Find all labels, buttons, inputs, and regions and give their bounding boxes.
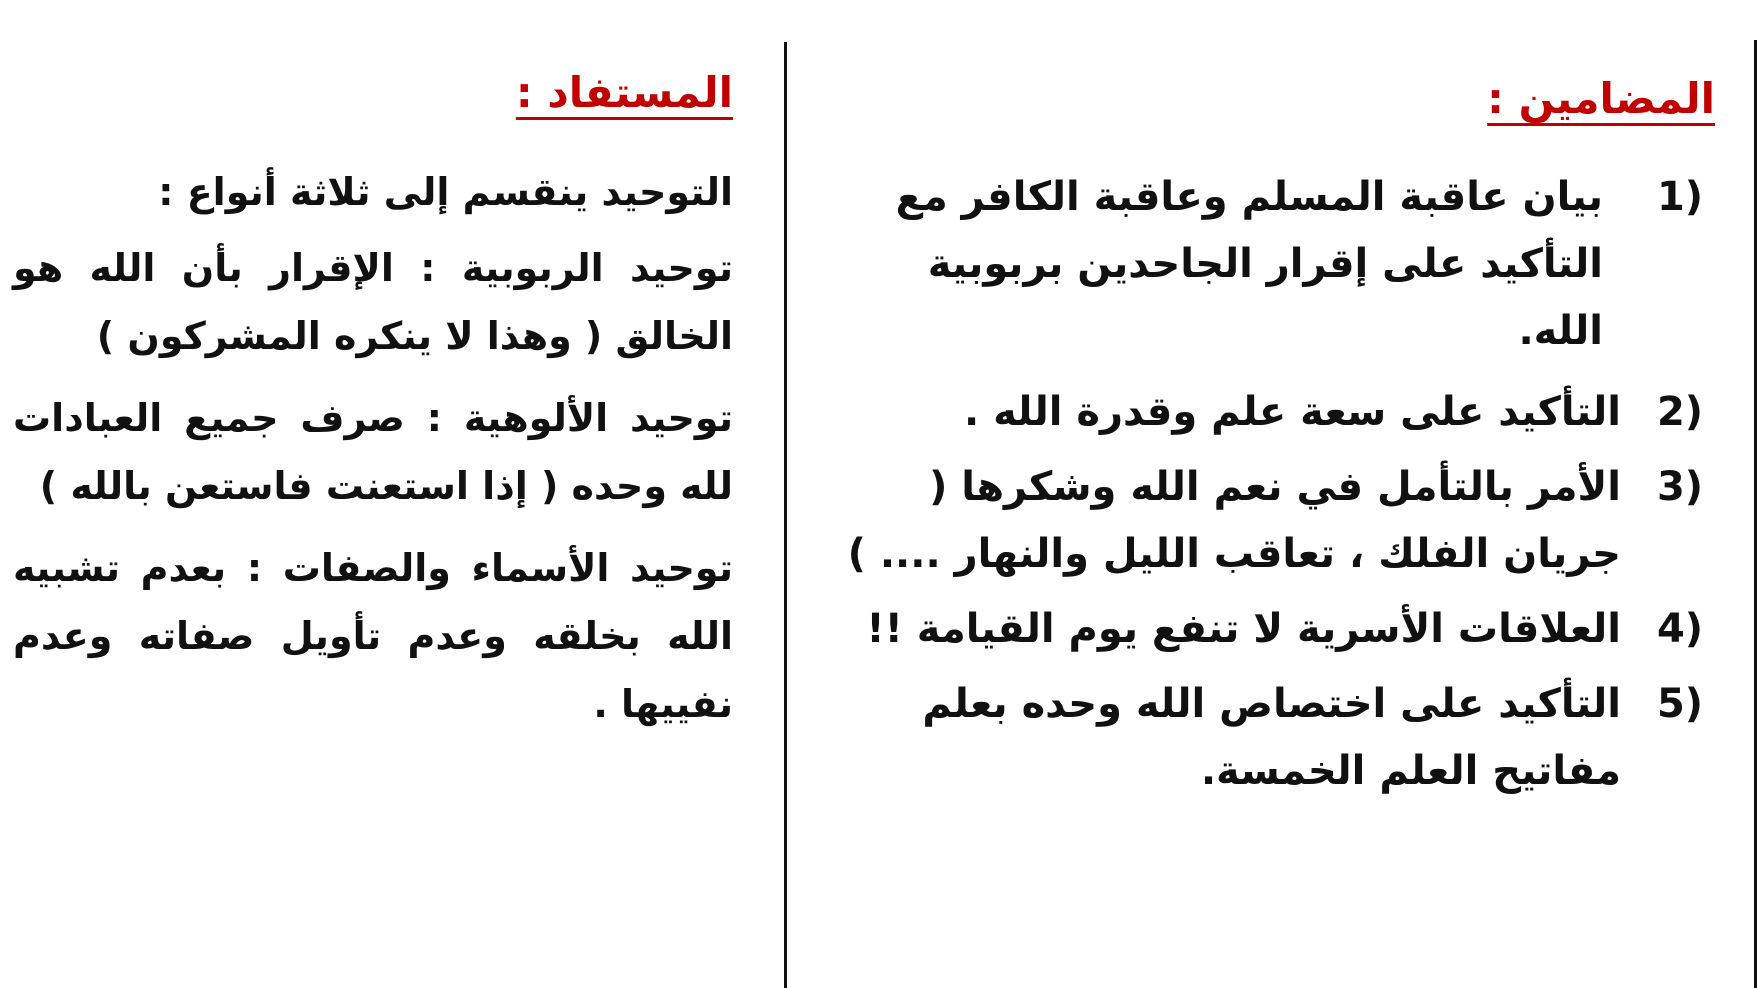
list-item: [815, 454, 1715, 588]
item-text: الأمر بالتأمل في نعم الله وشكرها ( جريان الفلك ، تعاقب الليل والنهار .... ): [847, 464, 1621, 577]
list-item: [815, 164, 1715, 365]
contents-list: [815, 164, 1715, 805]
contents-heading: المضامين :: [1487, 74, 1715, 123]
lessons-body: [13, 158, 733, 738]
item-number: 1): [1656, 174, 1704, 220]
item-number: 5): [1656, 681, 1704, 727]
list-item: [815, 671, 1715, 805]
lesson-paragraph: توحيد الأسماء والصفات : بعدم تشبيه الله بخلقه وعدم تأويل صفاته وعدم نفييها .: [13, 546, 733, 726]
lessons-section: [13, 64, 733, 752]
lesson-paragraph: توحيد الربوبية : الإقرار بأن الله هو الخالق ( وهذا لا ينكره المشركون ): [13, 246, 733, 358]
item-number: 4): [1656, 606, 1704, 652]
item-number: 2): [1656, 389, 1704, 435]
item-text: العلاقات الأسرية لا تنفع يوم القيامة !!: [866, 606, 1621, 652]
column-divider: [784, 42, 787, 988]
list-item: [815, 596, 1715, 663]
contents-section: [815, 70, 1715, 813]
lesson-paragraph: توحيد الألوهية : صرف جميع العبادات لله وحده ( إذا استعنت فاستعن بالله ): [13, 396, 733, 508]
list-item: [815, 379, 1715, 446]
item-number: 3): [1656, 464, 1704, 510]
item-text: التأكيد على اختصاص الله وحده بعلم مفاتيح العلم الخمسة.: [922, 681, 1621, 794]
lessons-heading: المستفاد :: [515, 68, 733, 117]
item-text: التأكيد على سعة علم وقدرة الله .: [964, 389, 1621, 435]
item-text: بيان عاقبة المسلم وعاقبة الكافر مع التأكيد على إقرار الجاحدين بربوبية الله.: [895, 174, 1603, 354]
lessons-intro: التوحيد ينقسم إلى ثلاثة أنواع :: [158, 170, 733, 214]
